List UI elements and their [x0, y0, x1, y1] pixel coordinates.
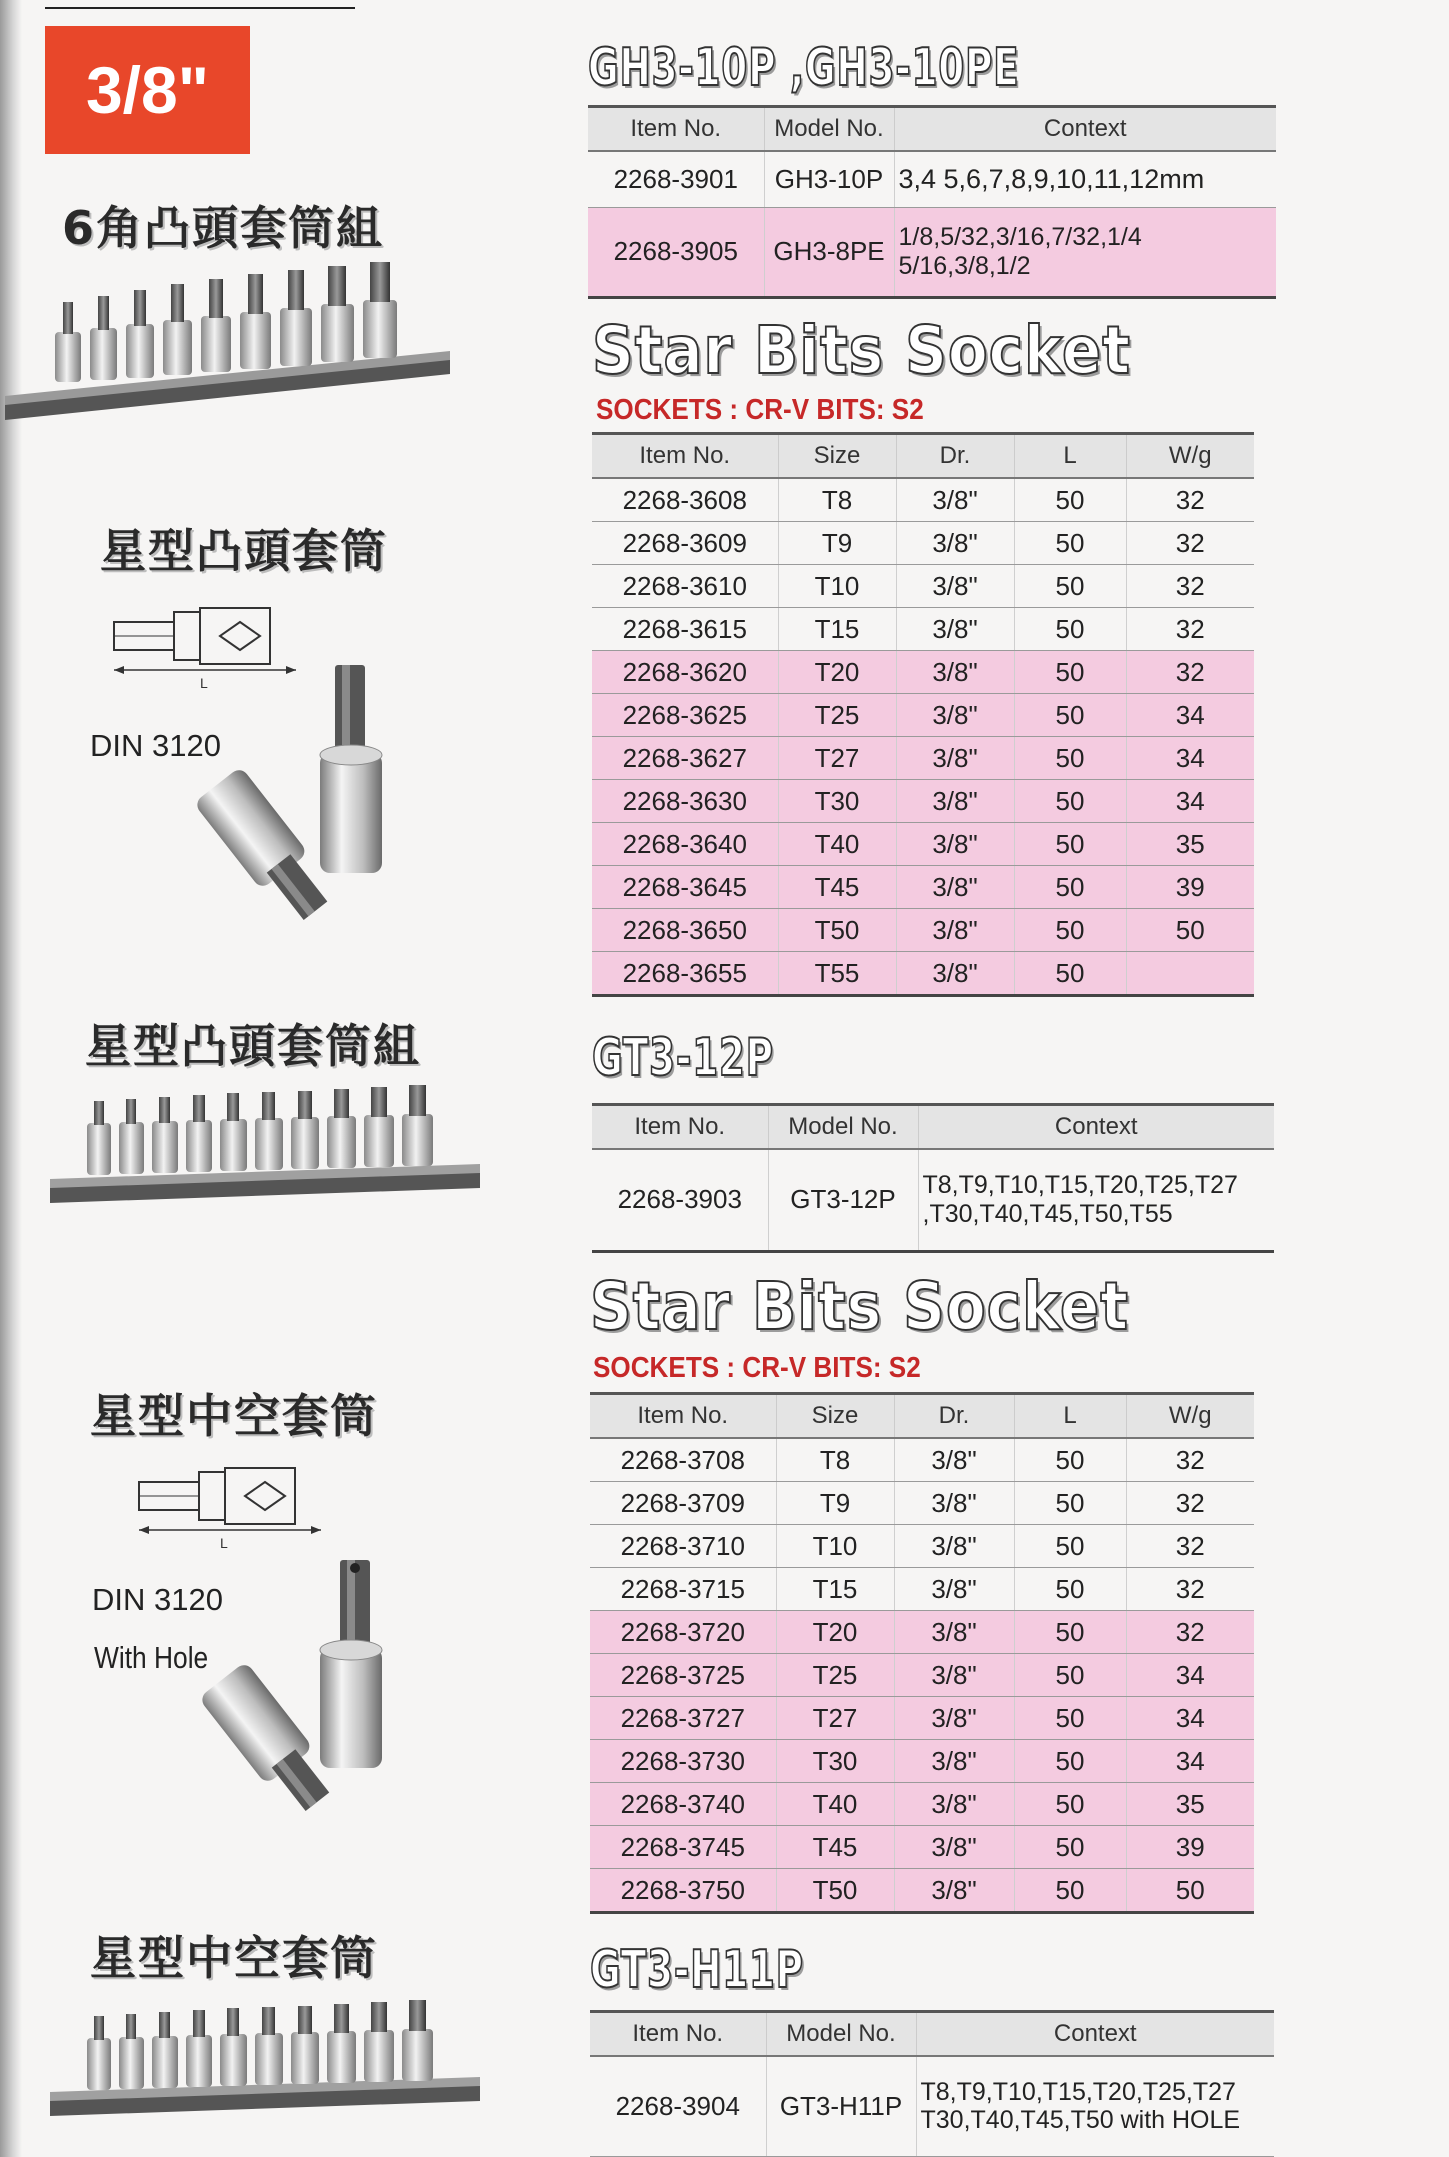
length: 50 — [1014, 909, 1126, 952]
table-row — [590, 1611, 1254, 1654]
size: T15 — [778, 608, 896, 651]
context-line: 5/16,3/8,1/2 — [898, 251, 1031, 280]
material-subheading-2: SOCKETS : CR-V BITS: S2 — [593, 1352, 921, 1384]
weight: 32 — [1126, 522, 1254, 565]
size: T10 — [778, 565, 896, 608]
with-hole-label: With Hole — [94, 1640, 209, 1675]
length: 50 — [1014, 952, 1126, 996]
size-badge: 3/8" — [45, 26, 250, 154]
length: 50 — [1014, 565, 1126, 608]
col-header-context: Context — [894, 107, 1276, 152]
length: 50 — [1014, 823, 1126, 866]
star-hollow-socket-set-image — [45, 2000, 485, 2120]
item-no: 2268-3725 — [590, 1654, 776, 1697]
item-no: 2268-3710 — [590, 1525, 776, 1568]
size: T50 — [778, 909, 896, 952]
size: T45 — [776, 1826, 894, 1869]
item-no: 2268-3745 — [590, 1826, 776, 1869]
table-row — [590, 1525, 1254, 1568]
star-socket-image — [130, 665, 420, 925]
table-row — [592, 651, 1254, 694]
item-no: 2268-3655 — [592, 952, 778, 996]
context-line: T8,T9,T10,T15,T20,T25,T27 — [920, 2077, 1236, 2106]
table-row — [590, 1697, 1254, 1740]
col-header-model: Model No. — [764, 107, 894, 152]
table-row — [592, 909, 1254, 952]
weight: 32 — [1126, 608, 1254, 651]
weight: 32 — [1126, 565, 1254, 608]
col-header-model: Model No. — [766, 2012, 916, 2057]
table-row — [590, 1568, 1254, 1611]
col-header-size: Size — [776, 1394, 894, 1439]
weight: 32 — [1126, 1438, 1254, 1482]
table-row — [590, 1438, 1254, 1482]
size: T20 — [778, 651, 896, 694]
item-no: 2268-3620 — [592, 651, 778, 694]
col-header-item: Item No. — [590, 2012, 766, 2057]
context-line: 3,4 5,6,7,8,9,10,11,12mm — [898, 163, 1205, 194]
table-row — [590, 1482, 1254, 1525]
heading-star-bits-socket-2: Star Bits Socket — [590, 1268, 1129, 1345]
table-row — [592, 608, 1254, 651]
length: 50 — [1014, 1568, 1126, 1611]
size: T10 — [776, 1525, 894, 1568]
col-header-length: L — [1014, 1394, 1126, 1439]
item-no: 2268-3720 — [590, 1611, 776, 1654]
drive: 3/8" — [894, 1611, 1014, 1654]
weight: 34 — [1126, 1697, 1254, 1740]
dimension-label-l-2: L — [220, 1535, 228, 1550]
heading-star-bits-socket: Star Bits Socket — [592, 312, 1131, 389]
length: 50 — [1014, 478, 1126, 522]
drive: 3/8" — [894, 1482, 1014, 1525]
table-row — [590, 2056, 1274, 2156]
weight: 32 — [1126, 1568, 1254, 1611]
model-no: GT3-12P — [768, 1149, 918, 1251]
drive: 3/8" — [896, 737, 1014, 780]
size: T50 — [776, 1869, 894, 1913]
weight: 50 — [1126, 909, 1254, 952]
table-row — [592, 478, 1254, 522]
model-no: GH3-10P — [764, 151, 894, 207]
table-row — [592, 565, 1254, 608]
col-header-length: L — [1014, 434, 1126, 479]
title-star-hollow-socket: 星型中空套筒 — [90, 1389, 378, 1443]
heading-gh3-10p: GH3-10P ,GH3-10PE — [588, 38, 1020, 98]
size: T8 — [778, 478, 896, 522]
length: 50 — [1014, 608, 1126, 651]
item-no: 2268-3740 — [590, 1783, 776, 1826]
star-bits-socket-table — [592, 432, 1254, 997]
size: T8 — [776, 1438, 894, 1482]
title-star-socket: 星型凸頭套筒 — [100, 524, 388, 578]
item-no: 2268-3630 — [592, 780, 778, 823]
context — [918, 1149, 1274, 1251]
gh3-model-table — [588, 105, 1276, 299]
weight: 32 — [1126, 651, 1254, 694]
length: 50 — [1014, 737, 1126, 780]
weight: 39 — [1126, 866, 1254, 909]
drive: 3/8" — [896, 823, 1014, 866]
table-row — [590, 1740, 1254, 1783]
table-row — [592, 1149, 1274, 1251]
din-standard-label-2: DIN 3120 — [92, 1582, 223, 1617]
table-row — [590, 1826, 1254, 1869]
col-header-drive: Dr. — [896, 434, 1014, 479]
heading-gt3-12p: GT3-12P — [592, 1028, 774, 1088]
table-row — [590, 1654, 1254, 1697]
table-row — [592, 952, 1254, 996]
size: T27 — [778, 737, 896, 780]
size: T45 — [778, 866, 896, 909]
title-star-hollow-socket-set: 星型中空套筒 — [90, 1931, 378, 1985]
weight: 34 — [1126, 694, 1254, 737]
title-hex-socket-set: 6角凸頭套筒組 — [62, 201, 385, 255]
material-subheading: SOCKETS : CR-V BITS: S2 — [596, 394, 924, 426]
size: T9 — [776, 1482, 894, 1525]
table-row — [592, 823, 1254, 866]
col-header-context: Context — [918, 1105, 1274, 1150]
star-hollow-socket-table — [590, 1392, 1254, 1914]
item-no: 2268-3650 — [592, 909, 778, 952]
item-no: 2268-3901 — [588, 151, 764, 207]
size: T20 — [776, 1611, 894, 1654]
size: T15 — [776, 1568, 894, 1611]
din-standard-label: DIN 3120 — [90, 728, 221, 763]
col-header-item: Item No. — [592, 434, 778, 479]
table-row — [588, 207, 1276, 297]
col-header-item: Item No. — [588, 107, 764, 152]
length: 50 — [1014, 1654, 1126, 1697]
table-row — [592, 737, 1254, 780]
table-row — [592, 694, 1254, 737]
length: 50 — [1014, 1869, 1126, 1913]
size: T25 — [776, 1654, 894, 1697]
col-header-size: Size — [778, 434, 896, 479]
context-line: ,T30,T40,T45,T50,T55 — [922, 1199, 1173, 1228]
context — [894, 151, 1276, 207]
length: 50 — [1014, 1438, 1126, 1482]
context — [894, 207, 1276, 297]
weight: 34 — [1126, 1654, 1254, 1697]
table-row — [590, 1783, 1254, 1826]
col-header-model: Model No. — [768, 1105, 918, 1150]
col-header-item: Item No. — [592, 1105, 768, 1150]
model-no: GT3-H11P — [766, 2056, 916, 2156]
drive: 3/8" — [896, 866, 1014, 909]
top-rule — [45, 7, 355, 9]
length: 50 — [1014, 522, 1126, 565]
drive: 3/8" — [896, 522, 1014, 565]
drive: 3/8" — [894, 1826, 1014, 1869]
weight: 35 — [1126, 823, 1254, 866]
size: T40 — [776, 1783, 894, 1826]
size: T27 — [776, 1697, 894, 1740]
length: 50 — [1014, 1697, 1126, 1740]
drive: 3/8" — [894, 1525, 1014, 1568]
col-header-drive: Dr. — [894, 1394, 1014, 1439]
col-header-weight: W/g — [1126, 1394, 1254, 1439]
gt3-h11p-table — [590, 2010, 1274, 2157]
model-no: GH3-8PE — [764, 207, 894, 297]
star-socket-set-image — [45, 1085, 485, 1205]
item-no: 2268-3609 — [592, 522, 778, 565]
drive: 3/8" — [896, 565, 1014, 608]
length: 50 — [1014, 651, 1126, 694]
weight: 34 — [1126, 1740, 1254, 1783]
length: 50 — [1014, 1783, 1126, 1826]
star-hollow-socket-image — [135, 1560, 415, 1820]
table-row — [592, 522, 1254, 565]
col-header-item: Item No. — [590, 1394, 776, 1439]
item-no: 2268-3610 — [592, 565, 778, 608]
item-no: 2268-3750 — [590, 1869, 776, 1913]
table-row — [588, 151, 1276, 207]
col-header-weight: W/g — [1126, 434, 1254, 479]
length: 50 — [1014, 1482, 1126, 1525]
drive: 3/8" — [896, 694, 1014, 737]
item-no: 2268-3709 — [590, 1482, 776, 1525]
drive: 3/8" — [894, 1654, 1014, 1697]
weight: 32 — [1126, 1482, 1254, 1525]
size: T9 — [778, 522, 896, 565]
weight — [1126, 952, 1254, 996]
item-no: 2268-3715 — [590, 1568, 776, 1611]
drive: 3/8" — [894, 1568, 1014, 1611]
weight: 32 — [1126, 1525, 1254, 1568]
item-no: 2268-3730 — [590, 1740, 776, 1783]
item-no: 2268-3627 — [592, 737, 778, 780]
size: T30 — [776, 1740, 894, 1783]
size: T40 — [778, 823, 896, 866]
item-no: 2268-3625 — [592, 694, 778, 737]
weight: 39 — [1126, 1826, 1254, 1869]
drive: 3/8" — [896, 780, 1014, 823]
col-header-context: Context — [916, 2012, 1274, 2057]
drive: 3/8" — [896, 478, 1014, 522]
item-no: 2268-3645 — [592, 866, 778, 909]
length: 50 — [1014, 1611, 1126, 1654]
drive: 3/8" — [896, 952, 1014, 996]
length: 50 — [1014, 1826, 1126, 1869]
length: 50 — [1014, 1525, 1126, 1568]
item-no: 2268-3905 — [588, 207, 764, 297]
drive: 3/8" — [894, 1740, 1014, 1783]
weight: 35 — [1126, 1783, 1254, 1826]
hex-socket-set-image — [5, 262, 455, 422]
heading-gt3-h11p: GT3-H11P — [590, 1940, 804, 2000]
weight: 32 — [1126, 1611, 1254, 1654]
length: 50 — [1014, 1740, 1126, 1783]
weight: 34 — [1126, 780, 1254, 823]
drive: 3/8" — [894, 1869, 1014, 1913]
item-no: 2268-3608 — [592, 478, 778, 522]
item-no: 2268-3708 — [590, 1438, 776, 1482]
drive: 3/8" — [894, 1697, 1014, 1740]
drive: 3/8" — [896, 651, 1014, 694]
drive: 3/8" — [894, 1438, 1014, 1482]
context-line: T30,T40,T45,T50 with HOLE — [920, 2106, 1241, 2135]
drive: 3/8" — [894, 1783, 1014, 1826]
length: 50 — [1014, 866, 1126, 909]
length: 50 — [1014, 694, 1126, 737]
title-star-socket-set: 星型凸頭套筒組 — [85, 1019, 421, 1073]
weight: 32 — [1126, 478, 1254, 522]
gt3-12p-table — [592, 1103, 1274, 1253]
item-no: 2268-3727 — [590, 1697, 776, 1740]
weight: 50 — [1126, 1869, 1254, 1913]
size: T30 — [778, 780, 896, 823]
dimension-label-l: L — [200, 675, 208, 690]
drive: 3/8" — [896, 909, 1014, 952]
size: T25 — [778, 694, 896, 737]
item-no: 2268-3904 — [590, 2056, 766, 2156]
table-row — [590, 1869, 1254, 1913]
length: 50 — [1014, 780, 1126, 823]
context-line: T8,T9,T10,T15,T20,T25,T27 — [922, 1171, 1238, 1199]
item-no: 2268-3903 — [592, 1149, 768, 1251]
table-row — [592, 780, 1254, 823]
context — [916, 2056, 1274, 2156]
item-no: 2268-3640 — [592, 823, 778, 866]
size: T55 — [778, 952, 896, 996]
hollow-socket-dimension-drawing — [135, 1460, 335, 1550]
context-line: 1/8,5/32,3/16,7/32,1/4 — [898, 222, 1142, 251]
table-row — [592, 866, 1254, 909]
drive: 3/8" — [896, 608, 1014, 651]
weight: 34 — [1126, 737, 1254, 780]
item-no: 2268-3615 — [592, 608, 778, 651]
